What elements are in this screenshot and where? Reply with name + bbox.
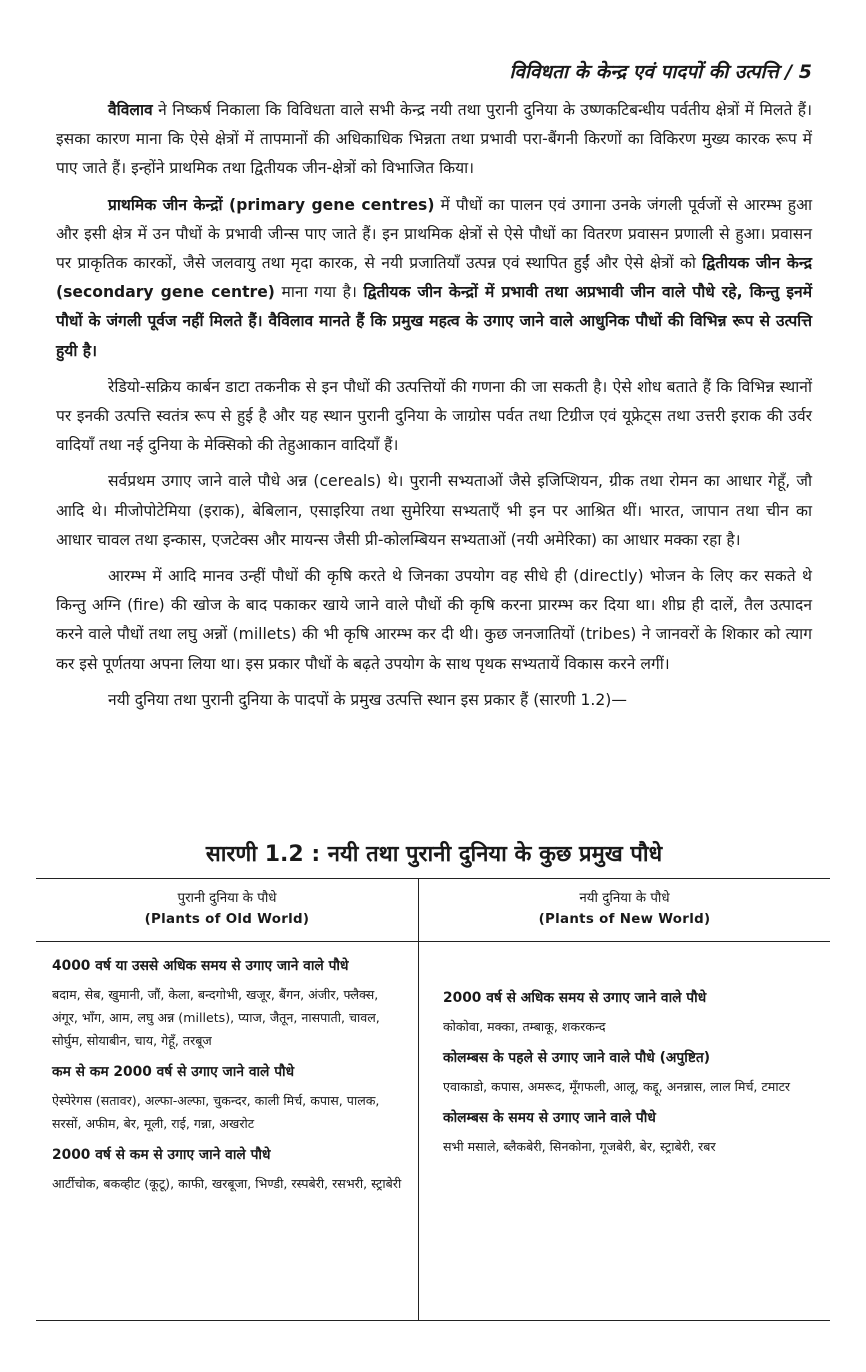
new-world-group-title: कोलम्बस के पहले से उगाए जाने वाले पौधे (अपुष्टित) bbox=[443, 1050, 711, 1066]
table-header-row bbox=[36, 879, 830, 941]
new-world-header-hindi: नयी दुनिया के पौधे bbox=[579, 891, 670, 906]
old-world-group-title: कम से कम 2000 वर्ष से उगाए जाने वाले पौधे bbox=[52, 1064, 295, 1080]
term-secondary-gene-centre: द्वितीयक जीन केन्द्र (secondary gene centre) bbox=[56, 254, 813, 302]
term-primary-gene-centres: प्राथमिक जीन केन्द्रों (primary gene centres) bbox=[108, 195, 435, 214]
old-world-group-title: 2000 वर्ष से कम से उगाए जाने वाले पौधे bbox=[52, 1147, 271, 1163]
paragraph-vavilov-conclusion bbox=[56, 96, 812, 184]
new-world-column bbox=[419, 942, 830, 1320]
secondary-centre-explanation: द्वितीयक जीन केन्द्रों में प्रभावी तथा अप्रभावी जीन वाले पौधे रहे, किन्तु इनमें पौधों के जंगली पूर्वज नहीं मिलते हैं। वैविलाव मानते हैं कि प्रमुख महत्व के उगाए जाने वाले आधुनिक पौधों की विभिन्न रूप से उत्पत्ति हुयी है। bbox=[56, 283, 813, 360]
term-vavilov: वैविलाव bbox=[108, 101, 153, 119]
paragraph-table-intro: नयी दुनिया तथा पुरानी दुनिया के पादपों के प्रमुख उत्पत्ति स्थान इस प्रकार हैं (सारणी 1.2)— bbox=[108, 690, 627, 709]
paragraph-radiocarbon: रेडियो-सक्रिय कार्बन डाटा तकनीक से इन पौधों की उत्पत्तियों की गणना की जा सकती है। ऐसे शोध बताते हैं कि विभिन्न स्थानों पर इनकी उत्पत्ति स्वतंत्र रूप से हुई है और यह स्थान पुरानी दुनिया के जाग्रोस पर्वत तथा टिग्रीज एवं यूफ्रेट्स तथा उत्तरी इराक की उर्वर वादियाँ तथा नई दुनिया के मेक्सिको की तेहुआकान वादियाँ हैं। bbox=[56, 377, 812, 455]
table-content-row bbox=[36, 942, 830, 1320]
old-world-column bbox=[36, 942, 419, 1320]
table-title: सारणी 1.2 : नयी तथा पुरानी दुनिया के कुछ प्रमुख पौधे bbox=[205, 842, 663, 867]
paragraph-early-agriculture: आरम्भ में आदि मानव उन्हीं पौधों की कृषि करते थे जिनका उपयोग वह सीधे ही (directly) भोजन के लिए कर सकते थे किन्तु अग्नि (fire) की खोज के बाद पकाकर खाये जाने वाले पौधों की कृषि करना प्रारम्भ कर दिया था। शीघ्र ही दालें, तैल उत्पादन करने वाले पौधों तथा लघु अन्नों (millets) की भी कृषि आरम्भ कर दी थी। कुछ जनजातियों (tribes) ने जानवरों के शिकार को त्याग कर इसे पूर्णतया अपना लिया था। इस प्रकार पौधों के बढ़ते उपयोग के साथ पृथक सभ्यतायें विकास करने लगीं। bbox=[56, 567, 812, 673]
old-world-header-english: (Plants of Old World) bbox=[144, 912, 310, 927]
old-world-header-hindi: पुरानी दुनिया के पौधे bbox=[177, 891, 277, 906]
old-world-header bbox=[36, 879, 419, 941]
old-world-group-plants: आर्टीचोक, बकव्हीट (कूटू), काफी, खरबूजा, भिण्डी, रस्पबेरी, रसभरी, स्ट्राबेरी bbox=[52, 1176, 402, 1191]
new-world-group-title: कोलम्बस के समय से उगाए जाने वाले पौधे bbox=[443, 1110, 656, 1126]
paragraph-gene-centres bbox=[56, 191, 812, 366]
plants-table bbox=[36, 878, 830, 1321]
table-bottom-rule bbox=[36, 1320, 830, 1321]
new-world-group-title: 2000 वर्ष से अधिक समय से उगाए जाने वाले पौधे bbox=[443, 990, 707, 1006]
new-world-group-plants: सभी मसाले, ब्लैकबेरी, सिनकोना, गूजबेरी, बेर, स्ट्राबेरी, रबर bbox=[443, 1139, 716, 1154]
paragraph-cereals: सर्वप्रथम उगाए जाने वाले पौधे अन्न (cereals) थे। पुरानी सभ्यताओं जैसे इजिप्शियन, ग्रीक तथा रोमन का आधार गेहूँ, जौ आदि थे। मीजोपोटेमिया (इराक), बेबिलान, एसाइरिया तथा सुमेरिया सभ्यताएँ भी इन पर आश्रित थीं। भारत, जापान तथा चीन का आधार चावल तथा इन्कास, एजटेक्स और मायन्स जैसी प्री-कोलम्बियन सभ्यताओं (नयी अमेरिका) का आधार मक्का रहा है। bbox=[56, 472, 812, 549]
new-world-header-english: (Plants of New World) bbox=[538, 912, 711, 927]
old-world-group-title: 4000 वर्ष या उससे अधिक समय से उगाए जाने वाले पौधे bbox=[52, 958, 349, 974]
new-world-group-plants: कोकोवा, मक्का, तम्बाकू, शकरकन्द bbox=[443, 1019, 606, 1034]
old-world-group-plants: बदाम, सेब, खुमानी, जौं, केला, बन्दगोभी, खजूर, बैंगन, अंजीर, फ्लैक्स, अंगूर, भाँग, आम, लघु अन्न (millets), प्याज, जैतून, नासपाती, चावल, सोर्घुम, सोयाबीन, चाय, गेहूँ, तरबूज bbox=[52, 987, 380, 1048]
running-head: विविधता के केन्द्र एवं पादपों की उत्पत्ति / 5 bbox=[509, 61, 812, 83]
paragraph-text: में पौधों का पालन एवं उगाना उनके जंगली पूर्वजों से आरम्भ हुआ और इसी क्षेत्र में उन पौधों के प्रभावी जीन्स पाए जाते हैं। इन प्राथमिक क्षेत्रों से ऐसे पौधों का वितरण प्रवासन प्रणाली से हुआ। प्रवासन पर प्राकृतिक कारकों, जैसे जलवायु तथा मृदा कारक, से नयी प्रजातियाँ उत्पन्न एवं स्थापित हुईं और ऐसे क्षेत्रों को bbox=[56, 195, 813, 273]
new-world-header bbox=[419, 879, 830, 941]
paragraph-text: ने निष्कर्ष निकाला कि विविधता वाले सभी केन्द्र नयी तथा पुरानी दुनिया के उष्णकटिबन्धीय पर्वतीय क्षेत्रों में मिलते हैं। इसका कारण माना कि ऐसे क्षेत्रों में तापमानों की अधिकाधिक भिन्नता तथा प्रभावी परा-बैंगनी किरणों का विकिरण मुख्य कारक रूप में पाए जाते हैं। इन्होंने प्राथमिक तथा द्वितीयक जीन-क्षेत्रों को विभाजित किया। bbox=[56, 101, 812, 178]
body-text bbox=[56, 96, 812, 722]
old-world-group-plants: ऐस्पेरेगस (सतावर), अल्फा-अल्फा, चुकन्दर, काली मिर्च, कपास, पालक, सरसों, अफीम, बेर, मूली, राई, गन्ना, अखरोट bbox=[52, 1093, 380, 1131]
paragraph-text: माना गया है। bbox=[274, 283, 364, 302]
new-world-group-plants: एवाकाडो, कपास, अमरूद, मूँगफली, आलू, कद्दू, अनन्नास, लाल मिर्च, टमाटर bbox=[443, 1079, 791, 1094]
